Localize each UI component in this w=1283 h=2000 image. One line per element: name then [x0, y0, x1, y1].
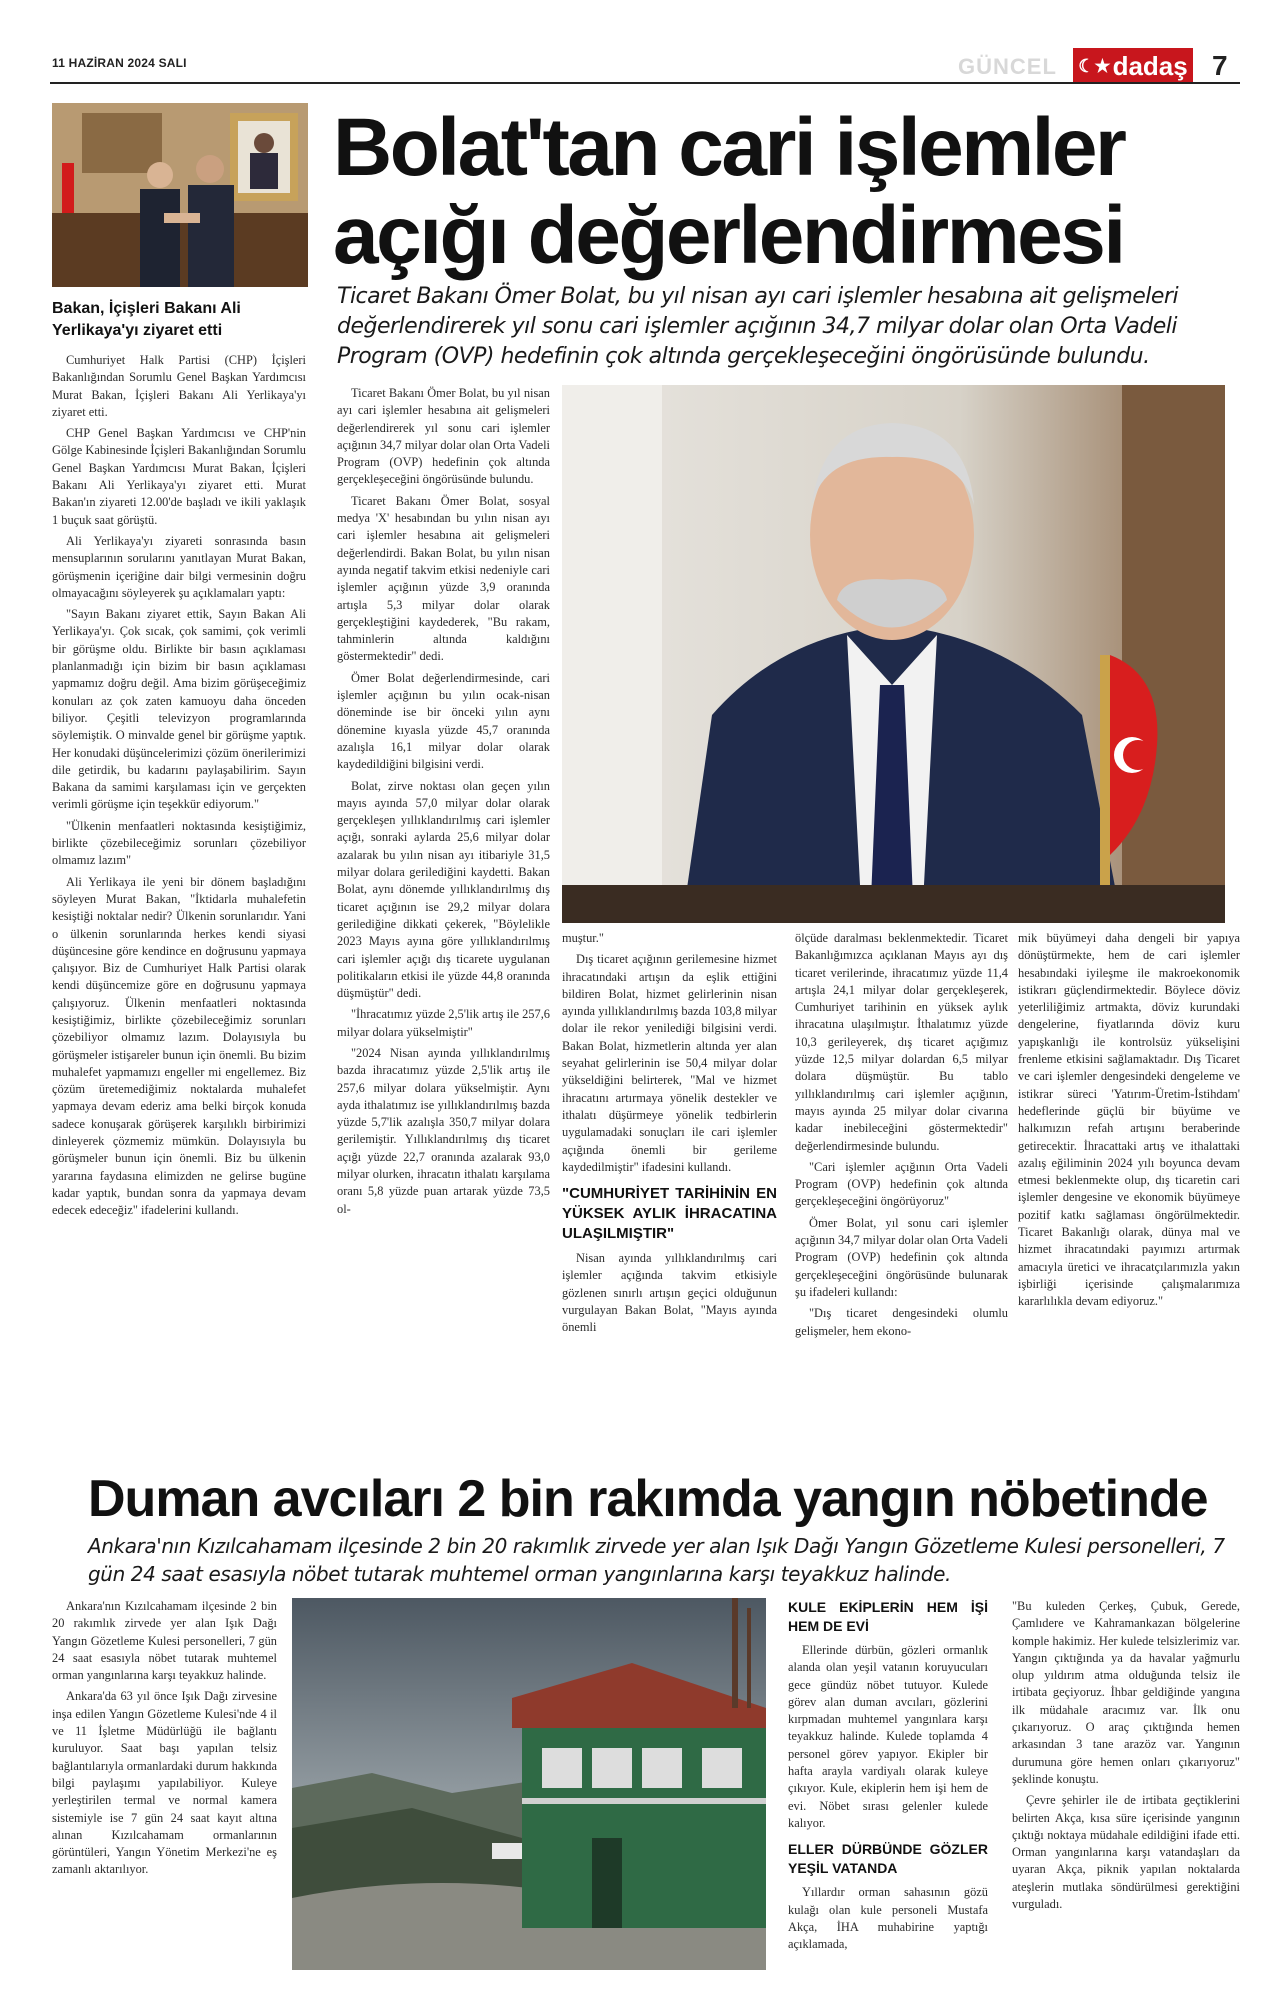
paragraph: mik büyümeyi daha dengeli bir yapıya dönüştürmekte, hem de cari işlemler hesabındaki iyileşme ile makroekonomik istikrarı güçlendirmektedir. Böylece döviz yeterliliğimiz artmakta, döviz kurundaki dengelerine, fiyatlarında döviz kuru yapışkanlığı ile kontrolsüz yükselişini frenleme etkisini sağlamaktadır. Dış Ticaret ve cari işlemler dengesindeki dengeleme ve istikrar süreci 'Yatırım-Üretim-İstihdam' hedeflerinde güçlü bir büyüme ve halkımızın refah artışını beraberinde getirecektir. İhracattaki artış ve ithalattaki azalış eğiliminin 2024 yılı boyunca devam etmesi beklenmekte olup, dış ticaretin cari işlemler dengesine ve ekonomik büyümeye pozitif katkı sağlaması öngörülmektedir. Ticaret Bakanlığı olarak, dünya mal ve hizmet ihracatındaki payımızı artırmak amacıyla üretici ve ihracatçılarımızla yakın işbirliği içerisinde çalışmalarımıza kararlılıkla devam ediyoruz.": [1018, 931, 1240, 1309]
crosshead: KULE EKİPLERİN HEM İŞİ HEM DE EVİ: [788, 1599, 988, 1634]
paragraph: CHP Genel Başkan Yardımcısı ve CHP'nin Gölge Kabinesinde İçişleri Bakanlığından Sorumlu Genel Başkan Yardımcısı Murat Bakan, İçişleri Bakanı Ali Yerlikaya'yı ziyaret etti. Murat Bakan'ın ziyareti 12.00'de başladı ve ikili yaklaşık 1 buçuk saat görüştü.: [52, 426, 306, 527]
paragraph: Cumhuriyet Halk Partisi (CHP) İçişleri Bakanlığından Sorumlu Genel Başkan Yardımcısı Murat Bakan, İçişleri Bakanı Ali Yerlikaya'yı ziyaret etti.: [52, 353, 306, 419]
duman-column-1: [52, 1598, 277, 1883]
paragraph: "Sayın Bakanı ziyaret ettik, Sayın Bakan Ali Yerlikaya'yı. Çok sıcak, çok samimi, çok verimli bir görüşme oldu. Birlikte bir basın açıklaması planlanmadığı için bizim bir basın açıklaması yapmamız doğru değil. Ama bizim görüşeceğimiz konuları az çok zaten kamuoyu daha önceden biliyor. Çeşitli televizyon programlarında söylemiştik. O minvalde genel bir görüşme yaptık. Her konudaki düşüncelerimizi çözüm önerilerimizi dile getirdik, bu kadarını paylaşabilirim. Sayın Bakana da samimi karşılaması için ve gerçekten verimli görüşme için teşekkür ediyorum.": [52, 607, 306, 812]
bolat-portrait-photo: [562, 385, 1225, 923]
paragraph: Nisan ayında yıllıklandırılmış cari işlemler açığında takvim etkisiyle gözlenen sınırlı artışın geçici olduğunun vurgulayan Bakan Bolat, "Mayıs ayında önemli: [562, 1251, 777, 1335]
newspaper-logo: [1073, 48, 1193, 84]
paragraph: Ticaret Bakanı Ömer Bolat, bu yıl nisan ayı cari işlemler hesabına ait gelişmeleri değerlendirerek yıl sonu cari işlemler açığının 34,7 milyar dolar olan Orta Vadeli Program (OVP) hedefinin çok altında gerçekleşeceğini öngörüsünde bulundu.: [337, 386, 550, 487]
paragraph: Ankara'nın Kızılcahamam ilçesinde 2 bin 20 rakımlık zirvede yer alan Işık Dağı Yangın Gözetleme Kulesi personelleri, 7 gün 24 saat esasıyla nöbet tutarak muhtemel orman yangınlarına karşı teyakkuz halinde.: [52, 1599, 277, 1683]
paragraph: Çevre şehirler ile de irtibata geçtiklerini belirten Akça, kısa süre içerisinde yangının çıktığı noktaya müdahale edildiğini ifade etti. Orman yangınlarına karşı vatandaşları da uyaran Akça, piknik yapılan noktalarda ateşlerin mutlaka söndürülmesi gerektiğini vurguladı.: [1012, 1793, 1240, 1912]
paragraph: muştur.": [562, 931, 604, 945]
logo-text: dadaş: [1112, 50, 1188, 81]
header-date: 11 HAZİRAN 2024 SALI: [52, 56, 187, 70]
side-story-title: Bakan, İçişleri Bakanı Ali Yerlikaya'yı ziyaret etti: [52, 300, 241, 339]
paragraph: "Ülkenin menfaatleri noktasında kesiştiğimiz, birlikte çözebileceğimiz sorunları çözebiliyor olmamız lazım": [52, 818, 306, 868]
header-section: GÜNCEL: [958, 54, 1057, 79]
fire-tower-photo: [292, 1598, 766, 1970]
paragraph: "2024 Nisan ayında yıllıklandırılmış bazda ihracatımız yüzde 2,5'lik artış ile 257,6 milyar dolara yükselmiştir. Aynı ayda ithalatımız ise yıllıklandırılmış bazda yüzde 5,7'lik azalışla 350,7 milyar dolara gerilemiştir. Yıllıklandırılmış dış ticaret açığı yüzde 22,7 oranında azalarak 93,0 milyar olurken, ihracatın ithalatı karşılama oranı 5,8 yüzde puan artarak yüzde 73,5 ol-: [337, 1045, 550, 1216]
bolat-column-4: [1018, 930, 1240, 1315]
paragraph: ölçüde daralması beklenmektedir. Ticaret Bakanlığımızca açıklanan Mayıs ayı dış ticaret verilerinde, ihracatımız yüzde 11,4 artışla 24,1 milyar dolar gerçekleşerek, Cumhuriyet tarihinin en yüksek aylık ihracatına ulaşılmıştır. İthalatımız yüzde 10,3 gerileyerek, dış ticaret açığımız yüzde 12,5 milyar dolardan 6,5 milyar dolara düşmüştür. Bu tablo yıllıklandırılmış cari işlemler açığının, mayıs ayında 25 milyar dolar civarına kadar inebileceğini göstermektedir" değerlendirmesinde bulundu.: [795, 931, 1008, 1153]
paragraph: Yıllardır orman sahasının gözü kulağı olan kule personeli Mustafa Akça, İHA muhabirine yaptığı açıklamada,: [788, 1885, 988, 1952]
duman-column-3: [1012, 1598, 1240, 1917]
paragraph: Bolat, zirve noktası olan geçen yılın mayıs ayında 57,0 milyar dolar olarak gerçekleşen yıllıklandırılmış cari işlemler açığı, sonraki aylarda 25,6 milyar dolar azalarak bu yılın nisan ayı itibariyle 31,5 milyar dolara gerilediğini kaydetti. Bakan Bolat, aynı dönemde yıllıklandırılmış dış ticaret açığının ise 29,2 milyar dolara gerilediğine dikkati çekerek, "Böylelikle 2023 Mayıs ayına göre yıllıklandırılmış cari işlemler açığı dış ticarete uygulanan politikaların etkisi ile yüzde 44,8 oranında düşmüştür" dedi.: [337, 778, 550, 1001]
paragraph: Ellerinde dürbün, gözleri ormanlık alanda olan yeşil vatanın koruyucuları gece gündüz nöbet tutuyor. Kulede görev alan duman avcıları, gözlerini kırpmadan muhtemel yangınlara karşı teyakkuz halinde. Kulede toplamda 4 personel görev yapıyor. Ekipler bir hafta arayla vardiyalı olarak kuleye çıkıyor. Kule, ekiplerin hem işi hem de evi. Nöbet sırası gelenler kulede kalıyor.: [788, 1643, 988, 1830]
crosshead: "CUMHURİYET TARİHİNİN EN YÜKSEK AYLIK İHRACATINA ULAŞILMIŞTIR": [562, 1185, 777, 1243]
headline-bolat: Bolat'tan cari işlemler açığı değerlendirmesi: [333, 102, 1125, 281]
paragraph: Ömer Bolat değerlendirmesinde, cari işlemler açığının bu yılın ocak-nisan döneminde ise bir önceki yılın aynı dönemine kıyasla yüzde 45,7 oranında azalışla 16,1 milyar dolar olarak kaydedildiğini bilgisini verdi.: [337, 670, 550, 772]
paragraph: Ali Yerlikaya ile yeni bir dönem başladığını söyleyen Murat Bakan, "İktidarla muhalefetin kesiştiği noktalar nedir? Ülkenin sorunlarıdır. Yani o ülkenin sorunlarında herkes kendi siyasi düşüncesine göre kendince en doğrusunu yapmaya çalışıyor. Biz de Cumhuriyet Halk Partisi olarak kendi düşüncemize göre en doğrusunu yapmaya çalışıyoruz. Ülkenin menfaatleri noktasında kesiştiğimiz, birlikte çözebileceğimiz sorunları çözebiliyor olmamız lazım. Dolayısıyla bu görüşmeler istişareler bunun için önemli. Bu bizim muhalefet yapmamızı engeller mi engellemez. Biz çözüm üretemediğimiz noktalarda muhalefet yapmaya devam ederiz ama belki birçok konuda sadece konuşarak görüşerek karşılıklı birbirimizi dinleyerek çözmemiz mümkün. Dolayısıyla bu görüşmeler bunun için önemli. Biz bu ülkenin yararına faydasına elimizden ne gelirse bugüne kadar yaptık, bundan sonra da yapmaya devam edecek edeceğiz" ifadelerini kullandı.: [52, 874, 306, 1218]
subheadline-bolat: Ticaret Bakanı Ömer Bolat, bu yıl nisan ayı cari işlemler hesabına ait gelişmeleri değerlendirerek yıl sonu cari işlemler açığının 34,7 milyar dolar olan Orta Vadeli Program (OVP) hedefinin çok altında gerçekleşeceğini öngörüsünde bulundu.: [337, 284, 1179, 369]
subheadline-duman: Ankara'nın Kızılcahamam ilçesinde 2 bin 20 rakımlık zirvede yer alan Işık Dağı Yangın Gözetleme Kulesi personelleri, 7 gün 24 saat esasıyla nöbet tutarak muhtemel orman yangınlarına karşı teyakkuz halinde.: [88, 1534, 1225, 1586]
paragraph: Ankara'da 63 yıl önce Işık Dağı zirvesine inşa edilen Yangın Gözetleme Kulesi'nde 4 il ve 11 İşletme Müdürlüğü ile bağlantı kuruluyor. Saat başı yapılan telsiz bağlantılarıyla ormanlardaki durum hakkında bilgi paylaşımı yapılabiliyor. Kuleye yerleştirilen termal ve normal kamera sistemiyle ise 7 gün 24 saat kayıt altına alınan Kızılcahamam ormanlarının görüntüleri, Yangın Yönetim Merkezi'ne eş zamanlı aktarılıyor.: [52, 1689, 277, 1877]
bolat-column-1: [337, 385, 550, 1222]
headline-duman: Duman avcıları 2 bin rakımda yangın nöbetinde: [88, 1470, 1208, 1528]
bolat-column-2: [562, 930, 777, 1341]
crosshead: ELLER DÜRBÜNDE GÖZLER YEŞİL VATANDA: [788, 1841, 988, 1877]
paragraph: Dış ticaret açığının gerilemesine hizmet ihracatındaki artışın da eşlik ettiğini bildiren Bolat, hizmet gelirlerinin nisan ayında yıllıklandırılmış bazda 103,8 milyar dolar ile rekor yenilediği bilgisini verdi. Bakan Bolat, hizmetlerin altında yer alan seyahat gelirlerinin ise 50,4 milyar dolar yükseldiğini belirterek, "Mal ve hizmet ihracatını artırmaya yönelik destekler ve ithalatı düşürmeye yönelik tedbirlerin uygulamadaki sonuçları ile cari işlemler açığında önemli bir gerileme kaydedilmiştir" ifadesini kullandı.: [562, 952, 777, 1174]
paragraph: Ticaret Bakanı Ömer Bolat, sosyal medya 'X' hesabından bu yılın nisan ayı cari işlemler hesabına ait gelişmeleri değerlendirdi. Bakan Bolat, bu yılın nisan ayında negatif takvim etkisi nedeniyle cari işlemler açığının yüzde 3,9 oranında artışla 5,3 milyar dolar olarak gerçekleştiğini kaydederek, "Bu rakam, tahminlerin altında kaldığını göstermektedir" dedi.: [337, 493, 550, 664]
page-number: 7: [1212, 50, 1228, 81]
paragraph: "Bu kuleden Çerkeş, Çubuk, Gerede, Çamlıdere ve Kahramankazan bölgelerine komple hakimiz. Her kulede telsizlerimiz var. Yangın çıktığında ya da havalar yağmurlu olup yıldırım atma olduğunda telsiz ile irtibata geçiyoruz. İhbar geldiğinde yangına ilk müdahale aracımız var. İlk onu çıkarıyoruz. O araç çıktığında hemen arkasından 3 tane arazöz var. Yangının durumuna göre hemen onları çıkarıyoruz" şeklinde konuştu.: [1012, 1599, 1240, 1786]
paragraph: "Dış ticaret dengesindeki olumlu gelişmeler, hem ekono-: [795, 1306, 1008, 1338]
paragraph: "İhracatımız yüzde 2,5'lik artış ile 257,6 milyar dolara yükselmiştir": [337, 1007, 550, 1039]
side-photo: [52, 103, 308, 287]
header-rule: [50, 82, 1240, 84]
bolat-column-3: [795, 930, 1008, 1344]
paragraph: "Cari işlemler açığının Orta Vadeli Program (OVP) hedefinin çok altında gerçekleşeceğini öngörüyoruz": [795, 1159, 1008, 1209]
paragraph: Ömer Bolat, yıl sonu cari işlemler açığının 34,7 milyar dolar olan Orta Vadeli Program (OVP) hedefinin çok altında gerçekleşeceğini öngörüsünde bulunarak şu ifadeleri kullandı:: [795, 1215, 1008, 1299]
duman-column-2: [788, 1598, 988, 1957]
side-story-body: [52, 352, 306, 1224]
crescent-star-icon: ☾★: [1078, 55, 1111, 76]
paragraph: Ali Yerlikaya'yı ziyareti sonrasında basın mensuplarının sorularını yanıtlayan Murat Bakan, görüşmenin içeriğine dair bilgi vermesinin doğru olmayacağını söyleyerek şu açıklamaları yaptı:: [52, 533, 306, 600]
